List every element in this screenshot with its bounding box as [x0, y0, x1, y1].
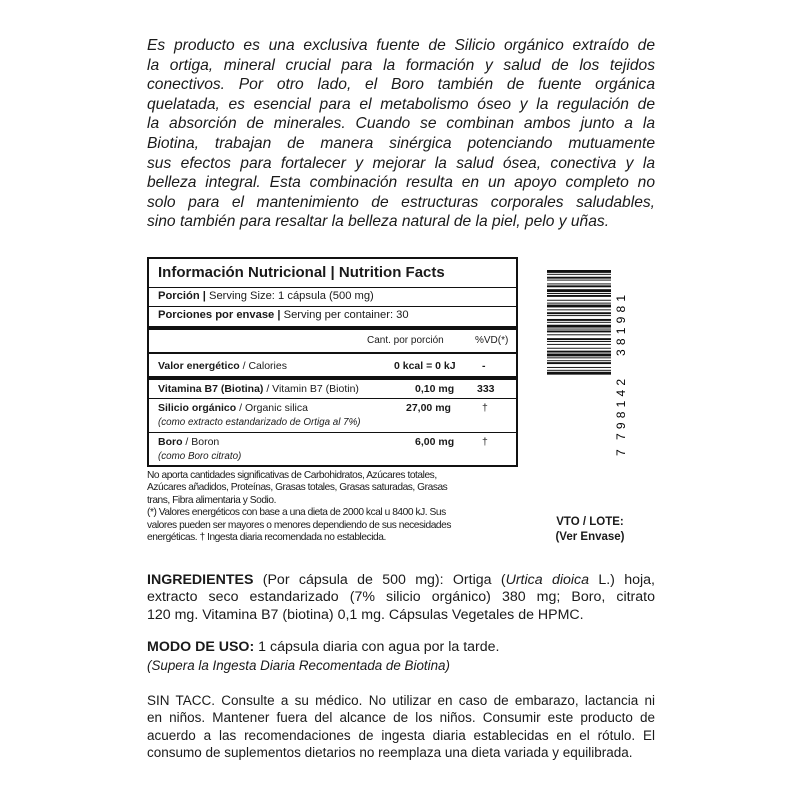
nutrient-amount: 27,00 mg: [406, 402, 451, 414]
barcode-digit: 7: [614, 449, 628, 456]
footnote-line: Azúcares añadidos, Proteínas, Grasas totales, Grasas saturadas, Grasas: [147, 482, 448, 494]
barcode-number: [613, 268, 629, 460]
description-line: belleza integral. Esta combinación resulta en un apoyo completo no: [147, 174, 655, 192]
ingredients-section: [147, 572, 655, 624]
servings-row: Porciones por envase | Serving per container: 30: [158, 309, 409, 321]
nutrient-dv: -: [482, 360, 486, 372]
portion-row: Porción | Serving Size: 1 cápsula (500 mg): [158, 290, 374, 302]
nutrient-dv: †: [482, 436, 488, 448]
lot-info: [552, 515, 628, 544]
divider: [149, 306, 516, 307]
footnote-line: energéticas. † Ingesta diaria recomendada no establecida.: [147, 532, 386, 544]
nutrition-title: Información Nutricional | Nutrition Facts: [158, 264, 445, 281]
column-dv-header: %VD(*): [475, 335, 509, 346]
description-line: la absorción de minerales. Cuando se combinan ambos junto a la: [147, 115, 655, 133]
nutrient-name: Silicio orgánico / Organic silica: [158, 402, 308, 414]
lot-label: VTO / LOTE:: [556, 516, 624, 528]
nutrient-dv: 333: [477, 383, 495, 395]
divider: [149, 398, 516, 399]
nutrient-name: Valor energético / Calories: [158, 360, 287, 372]
description-line: solo para el mantenimiento de estructuras corporales saludables,: [147, 193, 655, 211]
description-line: la ortiga, mineral crucial para la formación y salud de los tejidos: [147, 56, 655, 74]
lot-value: (Ver Envase): [555, 530, 625, 543]
description-line: Biotina, trabajan de manera sinérgica potenciando mutuamente: [147, 134, 655, 152]
ingredients-line: 120 mg. Vitamina B7 (biotina) 0,1 mg. Cápsulas Vegetales de HPMC.: [147, 606, 584, 623]
nutrient-amount: 0,10 mg: [415, 383, 455, 395]
warnings-section: [147, 692, 655, 762]
nutrient-name: Boro / Boron: [158, 436, 220, 448]
divider: [149, 352, 516, 354]
description-line: sino también para resaltar la belleza natural de la piel, pelo y uñas.: [147, 213, 610, 231]
nutrient-amount: 6,00 mg: [415, 436, 455, 448]
usage-instructions: MODO DE USO: 1 cápsula diaria con agua por la tarde.: [147, 639, 500, 655]
description-line: conectivos. Por otro lado, el Boro también de fuente orgánica: [147, 76, 655, 94]
barcode-digit: 798142: [614, 374, 628, 440]
warning-line: acuerdo a las recomendaciones de ingesta diaria establecidas en el rótulo. El: [147, 727, 655, 743]
warning-line: consumo de suplementos dietarios no reemplaza una dieta variada y equilibrada.: [147, 745, 633, 761]
usage-label: MODO DE USO:: [147, 639, 255, 655]
footnote-line: valores pueden ser mayores o menores dependiendo de sus necesidades: [147, 519, 451, 531]
column-amount-header: Cant. por porción: [367, 335, 444, 346]
barcode-icon: [547, 268, 611, 460]
nutrition-facts-table: [147, 257, 518, 467]
nutrient-dv: †: [482, 402, 488, 414]
divider: [149, 326, 516, 330]
product-description: [147, 36, 655, 232]
nutrient-name: Vitamina B7 (Biotina) / Vitamin B7 (Biotin): [158, 383, 359, 395]
footnote-line: No aporta cantidades significativas de Carbohidratos, Azúcares totales,: [147, 470, 437, 481]
warning-line: SIN TACC. Consulte a su médico. No utilizar en caso de embarazo, lactancia ni: [147, 693, 655, 708]
ingredients-label: INGREDIENTES: [147, 572, 254, 588]
warning-line: en niños. Mantener fuera del alcance de los niños. Consumir este producto de: [147, 710, 655, 726]
description-line: Es producto es una exclusiva fuente de Silicio orgánico extraído de: [147, 37, 655, 54]
barcode-digit: 381981: [614, 290, 628, 356]
footnote-line: trans, Fibra alimentaria y Sodio.: [147, 494, 276, 506]
divider: [149, 287, 516, 288]
divider: [149, 432, 516, 433]
ingredients-line: extracto seco estandarizado (7% silicio orgánico) 380 mg; Boro, citrato: [147, 589, 655, 606]
description-line: sus efectos para fortalecer y mejorar la salud ósea, conectiva y la: [147, 154, 655, 172]
nutrient-subnote: (como extracto estandarizado de Ortiga al 7%): [158, 417, 361, 428]
nutrient-subnote: (como Boro citrato): [158, 451, 242, 462]
footnote-line: (*) Valores energéticos con base a una dieta de 2000 kcal u 8400 kJ. Sus: [147, 507, 446, 519]
nutrition-footnotes: [147, 470, 519, 544]
description-line: quelatada, es esencial para el metabolismo óseo y la regulación de: [147, 95, 655, 113]
ingredients-line: INGREDIENTES (Por cápsula de 500 mg): Ortiga (Urtica dioica L.) hoja,: [147, 572, 655, 588]
nutrient-amount: 0 kcal = 0 kJ: [394, 360, 456, 372]
usage-note: (Supera la Ingesta Diaria Recomentada de Biotina): [147, 658, 450, 673]
divider: [149, 376, 516, 380]
